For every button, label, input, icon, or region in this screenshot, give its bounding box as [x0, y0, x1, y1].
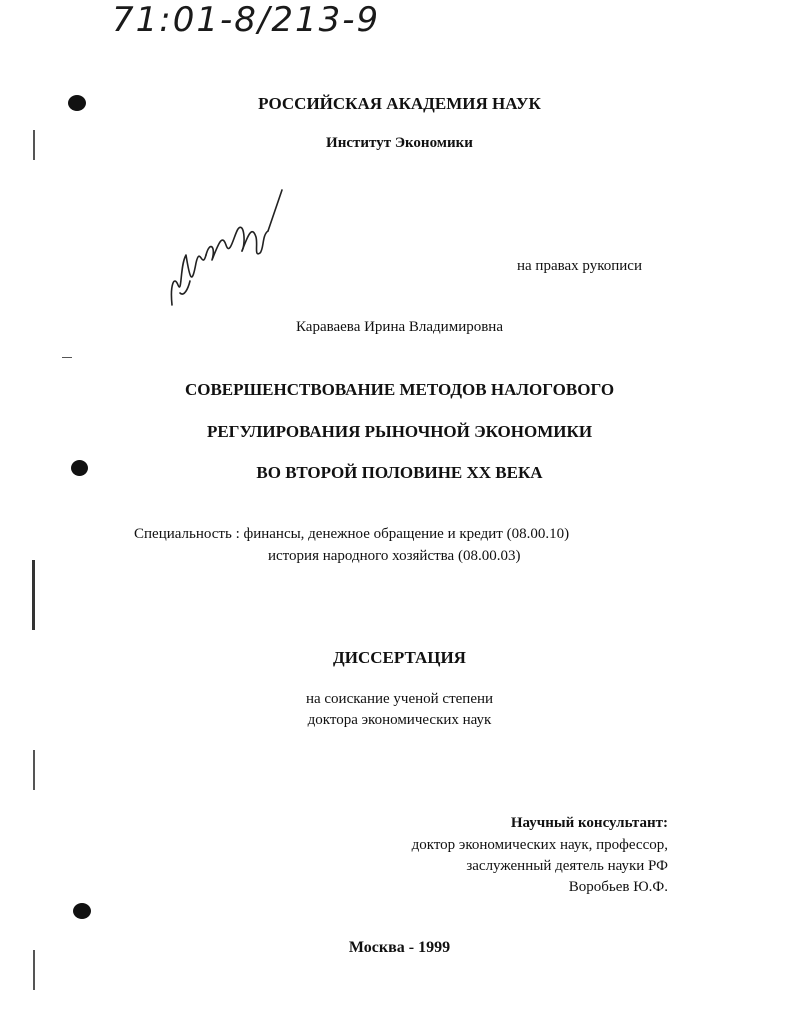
handwritten-catalog-number: 71:01-8/213-9: [112, 0, 381, 40]
dissertation-title-line-2: РЕГУЛИРОВАНИЯ РЫНОЧНОЙ ЭКОНОМИКИ: [206, 422, 593, 441]
advisor-heading: Научный консультант:: [510, 815, 668, 831]
scan-edge-mark: [62, 357, 72, 358]
handwritten-signature: [160, 185, 290, 315]
degree-line-1: на соискание ученой степени: [305, 691, 494, 707]
institute-name: Институт Экономики: [326, 135, 473, 151]
specialty-line-1: Специальность : финансы, денежное обращение и кредит (08.00.10): [134, 526, 570, 542]
scan-edge-mark: [33, 750, 35, 790]
scan-edge-mark: [32, 560, 35, 630]
place-and-year: Москва - 1999: [348, 939, 451, 956]
advisor-line-2: заслуженный деятель науки РФ: [466, 858, 668, 874]
manuscript-note: на правах рукописи: [517, 258, 642, 274]
dissertation-title-line-3: ВО ВТОРОЙ ПОЛОВИНЕ XX ВЕКА: [256, 463, 543, 482]
dissertation-title-line-1: СОВЕРШЕНСТВОВАНИЕ МЕТОДОВ НАЛОГОВОГО: [184, 380, 615, 399]
punch-hole-bottom: [73, 903, 91, 919]
document-type: ДИССЕРТАЦИЯ: [333, 648, 466, 667]
advisor-line-3: Воробьев Ю.Ф.: [568, 879, 668, 895]
specialty-line-2: история народного хозяйства (08.00.03): [268, 548, 521, 564]
academy-name: РОССИЙСКАЯ АКАДЕМИЯ НАУК: [258, 94, 541, 113]
advisor-line-1: доктор экономических наук, профессор,: [411, 837, 668, 853]
author-name: Караваева Ирина Владимировна: [295, 319, 503, 335]
degree-line-2: доктора экономических наук: [307, 712, 492, 728]
